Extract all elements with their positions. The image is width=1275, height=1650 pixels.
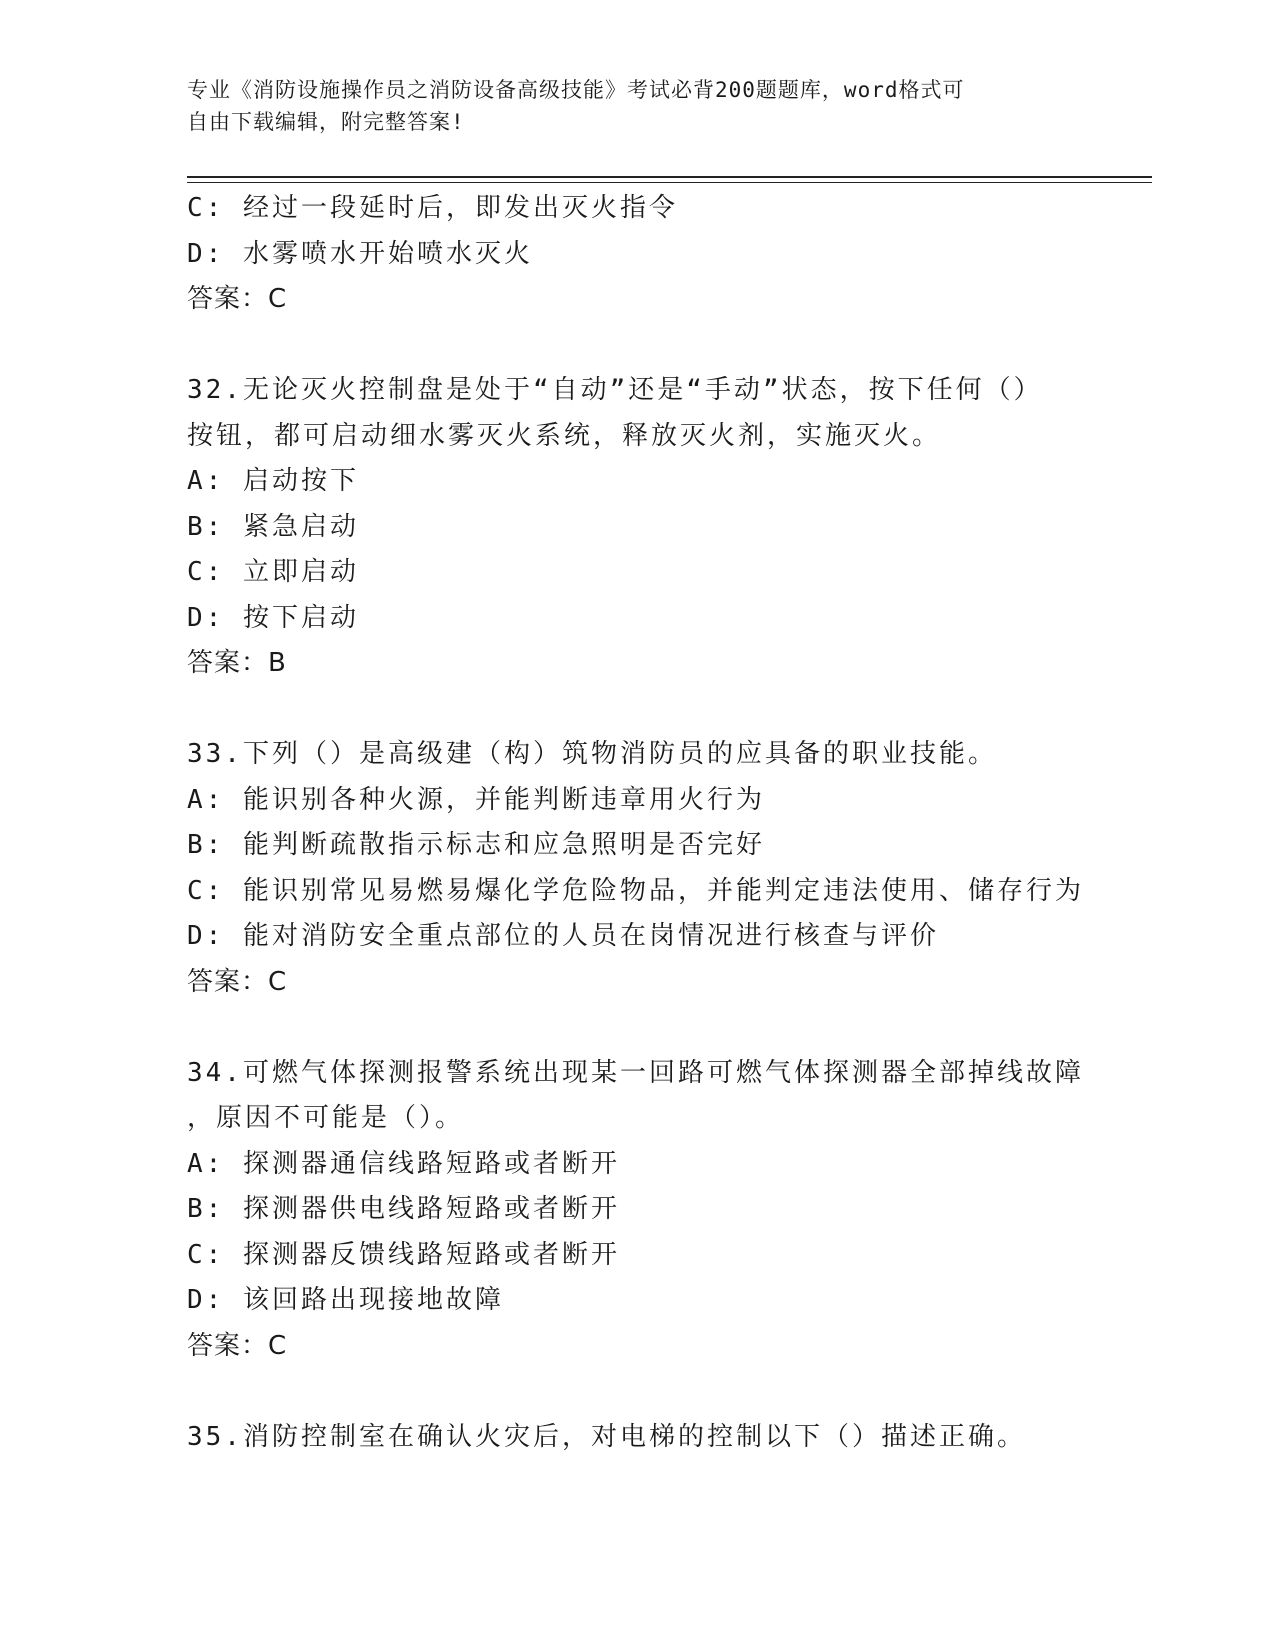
spacer (187, 1005, 1087, 1051)
header-line-2: 自由下载编辑，附完整答案! (187, 110, 465, 134)
document-header (187, 74, 1067, 138)
answer: 答案：C (187, 1330, 288, 1361)
spacer (187, 687, 1087, 733)
option-a: A: 探测器通信线路短路或者断开 (187, 1148, 620, 1179)
option-d: D: 该回路出现接地故障 (187, 1285, 504, 1315)
spacer (187, 323, 1087, 369)
option-b: B: 探测器供电线路短路或者断开 (187, 1194, 620, 1224)
option-c: C: 立即启动 (187, 557, 359, 587)
question-32 (187, 368, 1087, 687)
answer: 答案：C (187, 284, 288, 314)
option-a: A: 启动按下 (187, 466, 359, 496)
question-stem: 35.消防控制室在确认火灾后，对电梯的控制以下（）描述正确。 (187, 1421, 1026, 1452)
question-stem: 34.可燃气体探测报警系统出现某一回路可燃气体探测器全部掉线故障 (187, 1057, 1084, 1088)
answer: 答案：C (187, 966, 288, 997)
option-a: A: 能识别各种火源，并能判断违章用火行为 (187, 784, 765, 815)
question-stem: 33.下列（）是高级建（构）筑物消防员的应具备的职业技能。 (187, 739, 997, 769)
header-divider-thick (187, 176, 1152, 178)
option-d: D: 按下启动 (187, 602, 359, 633)
option-d: D: 能对消防安全重点部位的人员在岗情况进行核查与评价 (187, 921, 939, 951)
question-stem: 按钮，都可启动细水雾灭火系统，释放灭火剂，实施灭火。 (187, 420, 942, 451)
question-31-tail (187, 186, 1087, 323)
option-b: B: 能判断疏散指示标志和应急照明是否完好 (187, 830, 765, 860)
option-c: C: 能识别常见易燃易爆化学危险物品，并能判定违法使用、储存行为 (187, 875, 1084, 906)
option-b: B: 紧急启动 (187, 511, 359, 542)
spacer (187, 1369, 1087, 1415)
question-33 (187, 732, 1087, 1005)
option-c: C: 探测器反馈线路短路或者断开 (187, 1239, 620, 1270)
question-list (187, 186, 1087, 1460)
option-d: D: 水雾喷水开始喷水灭火 (187, 238, 533, 269)
header-divider-thin (187, 182, 1152, 183)
question-stem: 32.无论灭火控制盘是处于“自动”还是“手动”状态，按下任何（） (187, 375, 1043, 405)
question-34 (187, 1051, 1087, 1370)
question-stem: ，原因不可能是（）。 (187, 1103, 465, 1133)
question-35 (187, 1415, 1087, 1461)
answer: 答案：B (187, 648, 287, 678)
header-line-1: 专业《消防设施操作员之消防设备高级技能》考试必背200题题库，word格式可 (187, 78, 965, 102)
option-c: C: 经过一段延时后，即发出灭火指令 (187, 193, 678, 223)
